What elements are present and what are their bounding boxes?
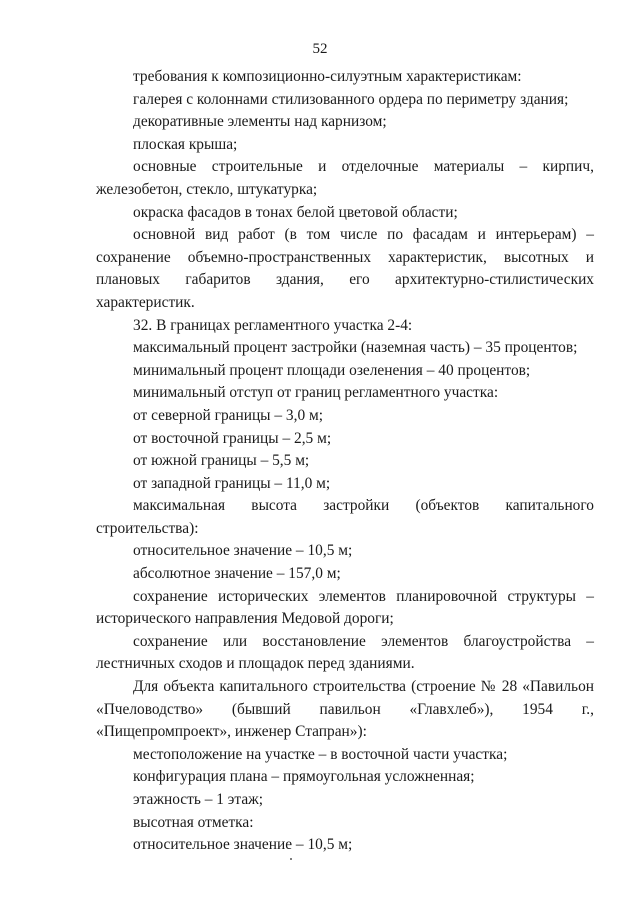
paragraph: местоположение на участке – в восточной части участка; — [133, 745, 508, 763]
paragraph: от южной границы – 5,5 м; — [133, 452, 310, 470]
paragraph: абсолютное значение – 157,0 м; — [133, 565, 341, 583]
paragraph: плоская крыша; — [133, 135, 238, 153]
paragraph: этажность – 1 этаж; — [133, 791, 264, 808]
paragraph: максимальная высота застройки (объектов капитального строительства): — [96, 497, 594, 537]
paragraph: максимальный процент застройки (наземная часть) – 35 процентов; — [133, 339, 578, 357]
paragraph: от западной границы – 11,0 м; — [133, 474, 331, 492]
paragraph: декоративные элементы над карнизом; — [133, 113, 387, 131]
paragraph: галерея с колоннами стилизованного ордера по периметру здания; — [133, 90, 569, 108]
paragraph: от восточной границы – 2,5 м; — [133, 429, 332, 447]
paragraph: от северной границы – 3,0 м; — [133, 406, 324, 424]
paragraph: окраска фасадов в тонах белой цветовой области; — [133, 203, 458, 221]
paragraph: требования к композиционно-силуэтным характеристикам: — [133, 68, 522, 85]
scan-speck — [290, 858, 292, 860]
paragraph: 32. В границах регламентного участка 2-4: — [133, 316, 413, 334]
paragraph: относительное значение – 10,5 м; — [133, 542, 353, 560]
paragraph: высотная отметка: — [133, 813, 254, 831]
paragraph: минимальный процент площади озеленения – 40 процентов; — [133, 361, 531, 379]
paragraph: Для объекта капитального строительства (строение № 28 «Павильон «Пчеловодство» (бывший павильон «Главхлеб»), 1954 г., «Пищепромпроект», инженер Стапран»): — [96, 678, 594, 741]
page-number: 52 — [312, 41, 328, 57]
document-body — [96, 66, 594, 857]
paragraph: основные строительные и отделочные материалы – кирпич, железобетон, стекло, штукатурка; — [96, 158, 594, 198]
paragraph: сохранение исторических элементов планировочной структуры – исторического направления Медовой дороги; — [96, 587, 594, 628]
paragraph: конфигурация плана – прямоугольная усложненная; — [133, 768, 475, 786]
paragraph: основной вид работ (в том числе по фасадам и интерьерам) – сохранение объемно-пространственных характеристик, высотных и плановых габаритов здания, его архитектурно-стилистических характеристик. — [96, 226, 594, 311]
paragraph: сохранение или восстановление элементов благоустройства – лестничных сходов и площадок перед зданиями. — [96, 632, 594, 673]
paragraph: относительное значение – 10,5 м; — [133, 836, 353, 854]
paragraph: минимальный отступ от границ регламентного участка: — [133, 384, 499, 402]
